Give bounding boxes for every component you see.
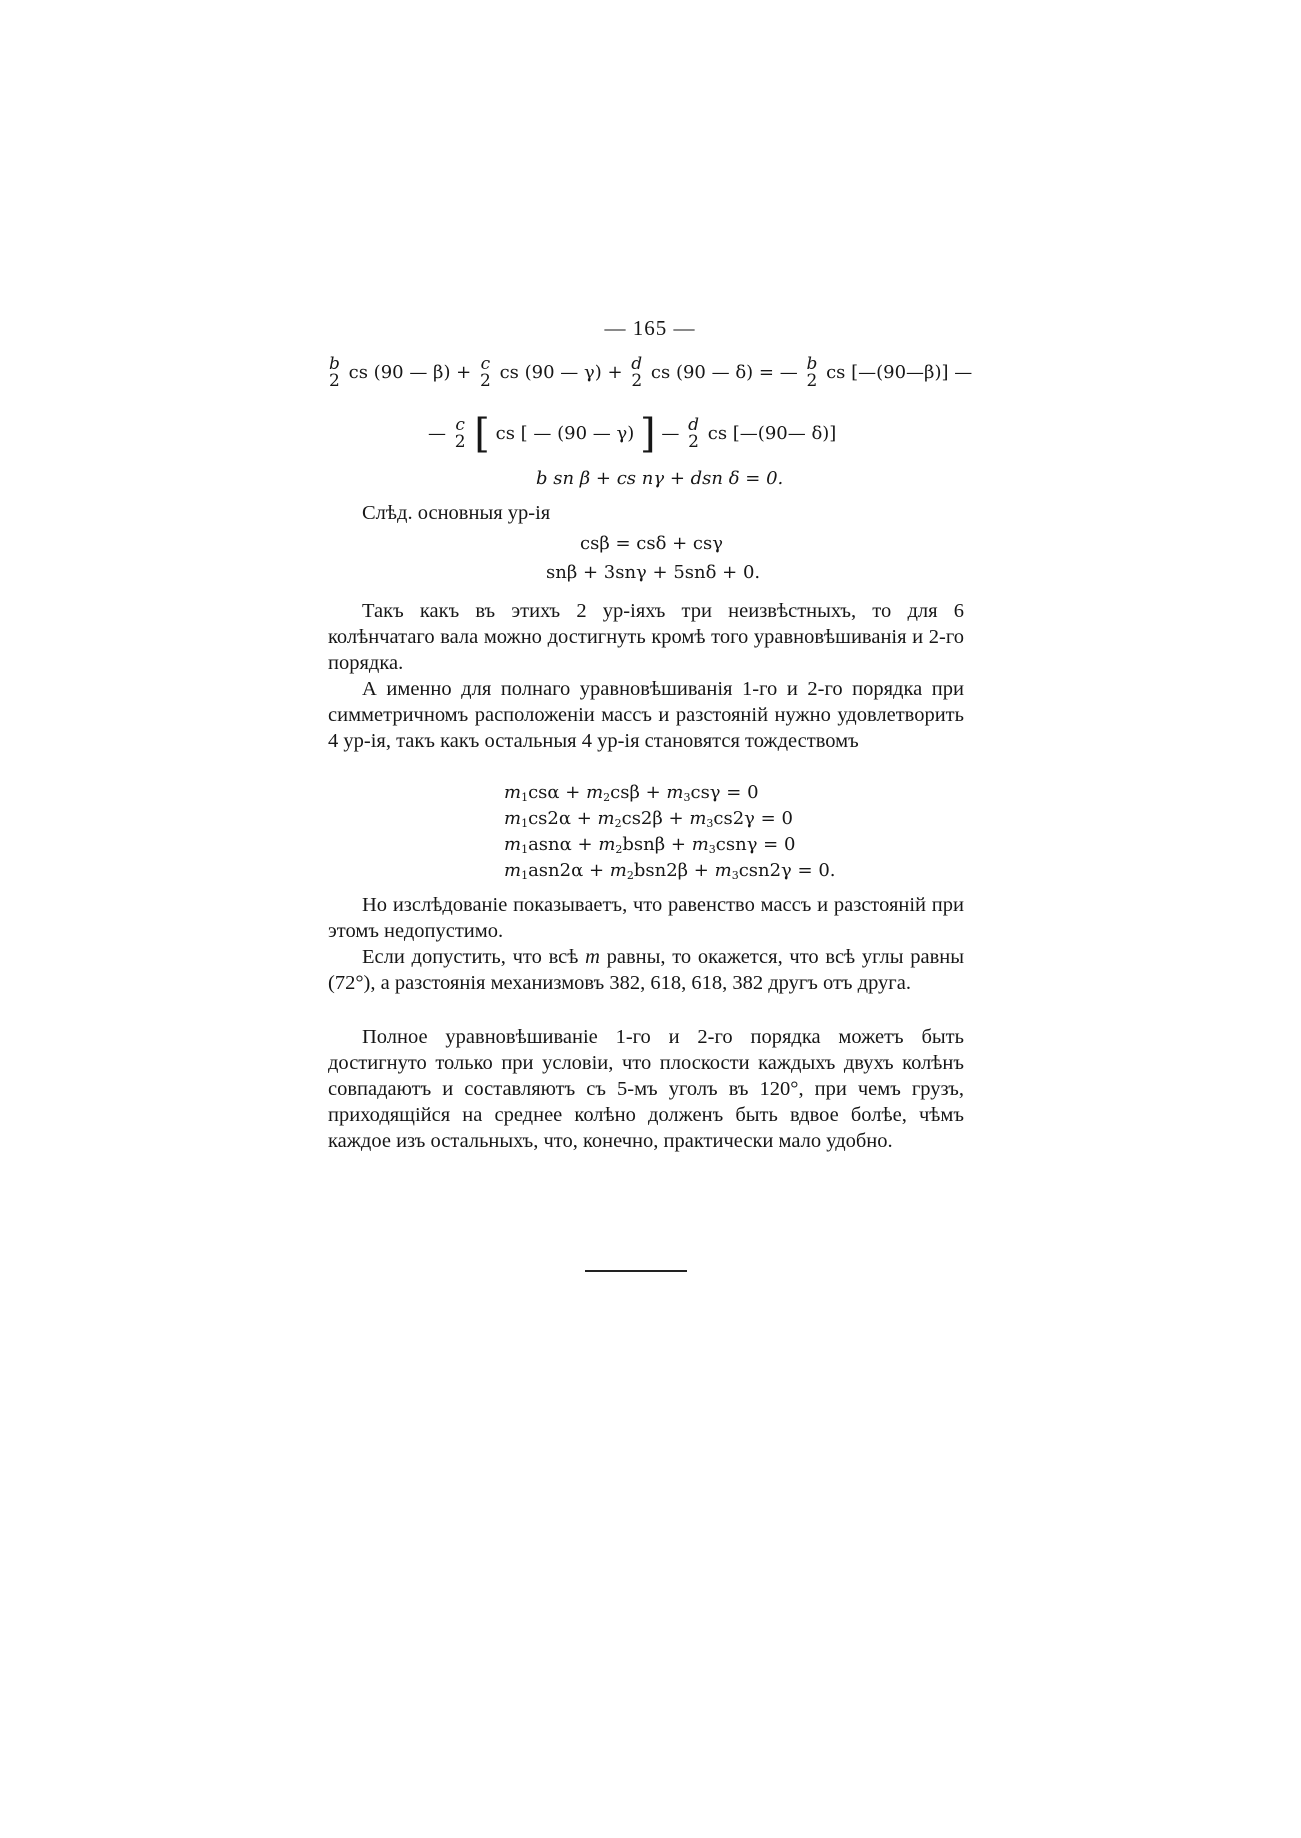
paragraph-3: Но изслѣдованіе показываетъ, что равенство массъ и разстояній при этомъ недопустимо. xyxy=(328,894,964,942)
fraction-c-over-2: c 2 xyxy=(480,354,491,391)
equation-line-2 xyxy=(428,411,837,457)
paragraph-4: Если допустить, что всѣ m равны, то окажется, что всѣ углы равны (72°), а разстоянія механизмовъ 382, 618, 618, 382 другъ отъ друга. xyxy=(328,946,964,994)
close-bracket: ] xyxy=(640,411,656,457)
fraction-b-over-2: b 2 xyxy=(329,354,340,391)
fraction-d-over-2: d 2 xyxy=(688,415,699,452)
open-bracket: [ xyxy=(474,411,490,457)
equation-term: cs (90 — γ) + xyxy=(499,362,629,383)
paragraph-5: Полное уравновѣшиваніе 1-го и 2-го порядка можетъ быть достигнуто только при условіи, что плоскости каждыхъ двухъ колѣнъ совпадаютъ и составляютъ съ 5-мъ уголъ въ 120°, при чемъ грузъ, приходящійся на среднее колѣно долженъ быть вдвое болѣе, чѣмъ каждое изъ остальныхъ, что, конечно, практически мало удобно. xyxy=(328,1026,964,1152)
fraction-b-over-2: b 2 xyxy=(806,354,818,391)
equation-term: — xyxy=(661,423,686,444)
equation-term: cs [ — (90 — γ) xyxy=(495,423,635,444)
paragraph-1: Такъ какъ въ этихъ 2 ур-іяхъ три неизвѣстныхъ, то для 6 колѣнчатаго вала можно достигнуть кромѣ того уравновѣшиванія и 2-го порядка. xyxy=(328,600,964,674)
equation-term: cs [—(90— δ)] xyxy=(707,423,837,444)
page-number: — 165 — xyxy=(604,316,696,340)
variable-m: m xyxy=(585,946,600,968)
fraction-c-over-2: c 2 xyxy=(454,415,466,452)
system-equation-4: $m_1asn2\alpha + m_2bsn2\beta + m_3csn2\gamma = 0$. xyxy=(504,860,836,882)
equation-term: — xyxy=(428,423,452,444)
basic-equation-2: snβ + 3snγ + 5snδ + 0. xyxy=(546,562,761,583)
equation-line-1 xyxy=(326,356,972,390)
conclusion-label: Слѣд. основныя ур-ія xyxy=(362,502,551,524)
equation-term: cs [—(90—β)] — xyxy=(826,362,973,383)
paragraph-2: А именно для полнаго уравновѣшиванія 1-го и 2-го порядка при симметричномъ расположеніи массъ и разстояній нужно удовлетворить 4 ур-ія, такъ какъ остальныя 4 ур-ія становятся тождествомъ xyxy=(328,678,964,752)
system-equation-2: $m_1cs2\alpha + m_2cs2\beta + m_3cs2\gamma = 0$ xyxy=(504,808,793,830)
equation-term: cs (90 — β) + xyxy=(348,362,477,383)
equation-line-3: b sn β + cs nγ + dsn δ = 0. xyxy=(536,468,784,489)
system-equation-3: $m_1asn\alpha + m_2bsn\beta + m_3csn\gamma = 0$ xyxy=(504,834,796,856)
equation-term: cs (90 — δ) = — xyxy=(650,362,804,383)
system-equation-1: $m_1cs\alpha + m_2cs\beta + m_3cs\gamma = 0$ xyxy=(504,782,759,804)
end-rule xyxy=(585,1270,687,1272)
fraction-d-over-2: d 2 xyxy=(631,354,643,391)
basic-equation-1: csβ = csδ + csγ xyxy=(580,533,724,554)
